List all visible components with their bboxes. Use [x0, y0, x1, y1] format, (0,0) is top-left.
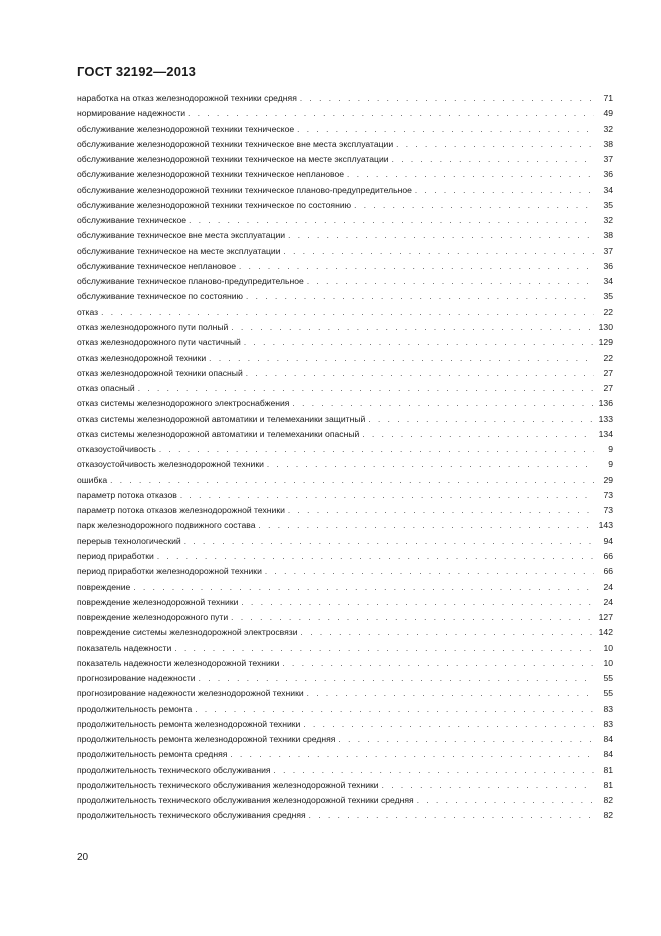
dot-leader	[396, 140, 594, 149]
index-entry-page: 27	[603, 383, 613, 394]
index-entry	[77, 93, 613, 108]
dot-leader	[368, 415, 594, 424]
index-entry	[77, 658, 613, 673]
index-entry	[77, 612, 613, 627]
index-entry-term: обслуживание железнодорожной техники техническое неплановое	[77, 169, 345, 180]
index-entry-term: обслуживание железнодорожной техники техническое	[77, 123, 295, 134]
index-entry-page: 37	[603, 154, 613, 165]
index-entry	[77, 307, 613, 322]
index-entry-term: обслуживание железнодорожной техники техническое вне места эксплуатации	[77, 138, 394, 149]
dot-leader	[300, 94, 594, 103]
index-entry-term: наработка на отказ железнодорожной техники средняя	[77, 93, 297, 103]
dot-leader	[282, 659, 594, 668]
dot-leader	[303, 720, 594, 729]
index-entry	[77, 810, 613, 825]
index-entry	[77, 704, 613, 719]
index-entry-page: 84	[603, 734, 613, 745]
dot-leader	[417, 796, 594, 805]
index-entry-term: продолжительность технического обслуживания средняя	[77, 810, 306, 821]
index-entry	[77, 566, 613, 581]
index-entry	[77, 536, 613, 551]
index-entry-page: 49	[603, 108, 613, 119]
term-index-list	[77, 93, 613, 826]
dot-leader	[209, 354, 594, 363]
index-entry	[77, 780, 613, 795]
index-entry-page: 32	[603, 215, 613, 226]
index-entry-term: продолжительность технического обслуживания железнодорожной техники средняя	[77, 795, 414, 806]
index-entry-term: продолжительность технического обслуживания	[77, 764, 271, 775]
index-entry-page: 37	[603, 245, 613, 256]
index-entry	[77, 765, 613, 780]
dot-leader	[159, 445, 594, 454]
dot-leader	[133, 583, 594, 592]
index-entry-page: 10	[603, 657, 613, 668]
index-entry-term: прогнозирование надежности	[77, 673, 196, 684]
dot-leader	[231, 323, 594, 332]
dot-leader	[189, 216, 594, 225]
index-entry	[77, 139, 613, 154]
dot-leader	[244, 338, 594, 347]
index-entry-page: 24	[603, 596, 613, 607]
dot-leader	[288, 231, 594, 240]
index-entry	[77, 795, 613, 810]
page-number-footer: 20	[77, 852, 89, 863]
index-entry-page: 133	[598, 413, 613, 424]
index-entry-term: обслуживание железнодорожной техники техническое планово-предупредительное	[77, 184, 412, 195]
index-entry-page: 9	[608, 459, 613, 470]
index-entry-term: повреждение железнодорожного пути	[77, 612, 229, 623]
index-entry	[77, 719, 613, 734]
index-entry-term: обслуживание техническое на месте эксплуатации	[77, 245, 281, 256]
index-entry-page: 10	[603, 642, 613, 653]
index-entry-page: 35	[603, 291, 613, 302]
index-entry	[77, 398, 613, 413]
index-entry	[77, 246, 613, 261]
index-entry-term: продолжительность технического обслуживания железнодорожной техники	[77, 779, 379, 790]
index-entry-page: 73	[603, 489, 613, 500]
index-entry-term: продолжительность ремонта железнодорожной техники	[77, 718, 301, 729]
index-entry	[77, 383, 613, 398]
index-entry-page: 29	[603, 474, 613, 485]
index-entry-term: обслуживание техническое	[77, 215, 187, 226]
index-entry-term: обслуживание техническое вне места эксплуатации	[77, 230, 286, 241]
index-entry-page: 35	[603, 199, 613, 210]
index-entry-page: 129	[598, 337, 613, 348]
dot-leader	[174, 644, 594, 653]
index-entry-term: показатель надежности	[77, 642, 172, 653]
index-entry-term: обслуживание железнодорожной техники техническое на месте эксплуатации	[77, 154, 389, 165]
index-entry-page: 82	[603, 795, 613, 806]
dot-leader	[188, 109, 594, 118]
index-entry	[77, 673, 613, 688]
dot-leader	[297, 125, 594, 134]
index-entry-term: отказоустойчивость	[77, 444, 156, 455]
dot-leader	[292, 399, 594, 408]
index-entry-term: отказ системы железнодорожной автоматики и телемеханики защитный	[77, 413, 366, 424]
index-entry	[77, 185, 613, 200]
index-entry-page: 55	[603, 673, 613, 684]
index-entry-page: 66	[603, 550, 613, 561]
dot-leader	[180, 491, 594, 500]
dot-leader	[415, 186, 594, 195]
index-entry-page: 142	[598, 627, 613, 638]
index-entry-term: отказоустойчивость железнодорожной техники	[77, 459, 264, 470]
index-entry-term: ошибка	[77, 474, 108, 485]
index-entry-term: показатель надежности железнодорожной техники	[77, 657, 280, 668]
index-entry-page: 84	[603, 749, 613, 760]
index-entry	[77, 490, 613, 505]
index-entry-page: 27	[603, 367, 613, 378]
index-entry-term: обслуживание техническое неплановое	[77, 260, 236, 271]
index-entry-term: повреждение системы железнодорожной электросвязи	[77, 627, 298, 638]
index-entry	[77, 291, 613, 306]
index-entry-term: парк железнодорожного подвижного состава	[77, 520, 256, 531]
index-entry-term: обслуживание железнодорожной техники техническое по состоянию	[77, 199, 352, 210]
index-entry-page: 81	[603, 779, 613, 790]
index-entry-page: 38	[603, 230, 613, 241]
dot-leader	[284, 247, 595, 256]
index-entry	[77, 353, 613, 368]
index-entry-term: период приработки железнодорожной техники	[77, 566, 262, 577]
dot-leader	[258, 521, 594, 530]
index-entry-page: 36	[603, 169, 613, 180]
index-entry-page: 136	[598, 398, 613, 409]
dot-leader	[184, 537, 594, 546]
dot-leader	[110, 476, 594, 485]
index-entry	[77, 261, 613, 276]
dot-leader	[246, 292, 594, 301]
dot-leader	[157, 552, 594, 561]
dot-leader	[307, 689, 594, 698]
index-entry-page: 83	[603, 703, 613, 714]
index-entry-page: 24	[603, 581, 613, 592]
document-header-title: ГОСТ 32192—2013	[77, 64, 196, 79]
index-entry-term: отказ железнодорожного пути полный	[77, 321, 229, 332]
index-entry	[77, 627, 613, 642]
index-entry-term: отказ железнодорожного пути частичный	[77, 337, 241, 348]
index-entry	[77, 520, 613, 535]
dot-leader	[239, 262, 594, 271]
index-entry-page: 130	[598, 321, 613, 332]
dot-leader	[101, 308, 594, 317]
index-entry-page: 73	[603, 505, 613, 516]
index-entry	[77, 124, 613, 139]
index-entry	[77, 597, 613, 612]
index-entry-page: 34	[603, 276, 613, 287]
index-entry	[77, 322, 613, 337]
dot-leader	[246, 369, 594, 378]
index-entry-term: обслуживание техническое по состоянию	[77, 291, 244, 302]
dot-leader	[138, 384, 594, 393]
dot-leader	[288, 506, 594, 515]
index-entry	[77, 734, 613, 749]
index-entry-term: отказ железнодорожной техники	[77, 352, 207, 363]
index-entry-page: 94	[603, 535, 613, 546]
index-entry	[77, 444, 613, 459]
index-entry	[77, 276, 613, 291]
index-entry	[77, 200, 613, 215]
index-entry-page: 143	[598, 520, 613, 531]
index-entry	[77, 108, 613, 123]
index-entry-term: отказ системы железнодорожного электроснабжения	[77, 398, 290, 409]
index-entry-term: отказ системы железнодорожной автоматики и телемеханики опасный	[77, 428, 360, 439]
dot-leader	[265, 567, 594, 576]
index-entry-term: отказ	[77, 306, 99, 317]
index-entry-page: 134	[598, 428, 613, 439]
index-entry-page: 38	[603, 138, 613, 149]
index-entry	[77, 475, 613, 490]
index-entry	[77, 551, 613, 566]
dot-leader	[231, 613, 594, 622]
dot-leader	[307, 277, 594, 286]
index-entry-page: 55	[603, 688, 613, 699]
dot-leader	[230, 750, 594, 759]
index-entry	[77, 230, 613, 245]
index-entry	[77, 505, 613, 520]
index-entry-term: повреждение	[77, 581, 131, 592]
index-entry	[77, 337, 613, 352]
index-entry-page: 34	[603, 184, 613, 195]
index-entry-page: 81	[603, 764, 613, 775]
index-entry-page: 32	[603, 123, 613, 134]
index-entry	[77, 688, 613, 703]
index-entry	[77, 215, 613, 230]
dot-leader	[274, 766, 594, 775]
index-entry	[77, 169, 613, 184]
index-entry	[77, 154, 613, 169]
dot-leader	[301, 628, 594, 637]
index-entry-term: параметр потока отказов	[77, 489, 177, 500]
index-entry-term: продолжительность ремонта железнодорожной техники средняя	[77, 734, 336, 745]
dot-leader	[199, 674, 594, 683]
dot-leader	[267, 460, 594, 469]
index-entry-page: 36	[603, 260, 613, 271]
index-entry	[77, 643, 613, 658]
dot-leader	[382, 781, 594, 790]
index-entry-page: 71	[603, 93, 613, 103]
index-entry-term: прогнозирование надежности железнодорожной техники	[77, 688, 304, 699]
index-entry-term: отказ опасный	[77, 383, 135, 394]
index-entry	[77, 368, 613, 383]
dot-leader	[392, 155, 594, 164]
dot-leader	[362, 430, 594, 439]
index-entry	[77, 429, 613, 444]
index-entry-term: повреждение железнодорожной техники	[77, 596, 239, 607]
index-entry-page: 66	[603, 566, 613, 577]
index-entry-term: отказ железнодорожной техники опасный	[77, 367, 243, 378]
index-entry	[77, 414, 613, 429]
index-entry-term: обслуживание техническое планово-предупредительное	[77, 276, 304, 287]
index-entry-term: перерыв технологический	[77, 535, 181, 546]
dot-leader	[347, 170, 594, 179]
index-entry-page: 83	[603, 718, 613, 729]
index-entry-term: продолжительность ремонта средняя	[77, 749, 228, 760]
index-entry-page: 9	[608, 444, 613, 455]
dot-leader	[309, 811, 594, 820]
index-entry-page: 82	[603, 810, 613, 821]
index-entry-page: 22	[603, 306, 613, 317]
index-entry	[77, 459, 613, 474]
dot-leader	[195, 705, 594, 714]
index-entry	[77, 582, 613, 597]
index-entry	[77, 749, 613, 764]
index-entry-page: 22	[603, 352, 613, 363]
index-entry-term: нормирование надежности	[77, 108, 186, 119]
dot-leader	[241, 598, 594, 607]
dot-leader	[338, 735, 594, 744]
dot-leader	[354, 201, 594, 210]
index-entry-term: параметр потока отказов железнодорожной техники	[77, 505, 285, 516]
index-entry-term: период приработки	[77, 550, 154, 561]
index-entry-page: 127	[598, 612, 613, 623]
index-entry-term: продолжительность ремонта	[77, 703, 193, 714]
